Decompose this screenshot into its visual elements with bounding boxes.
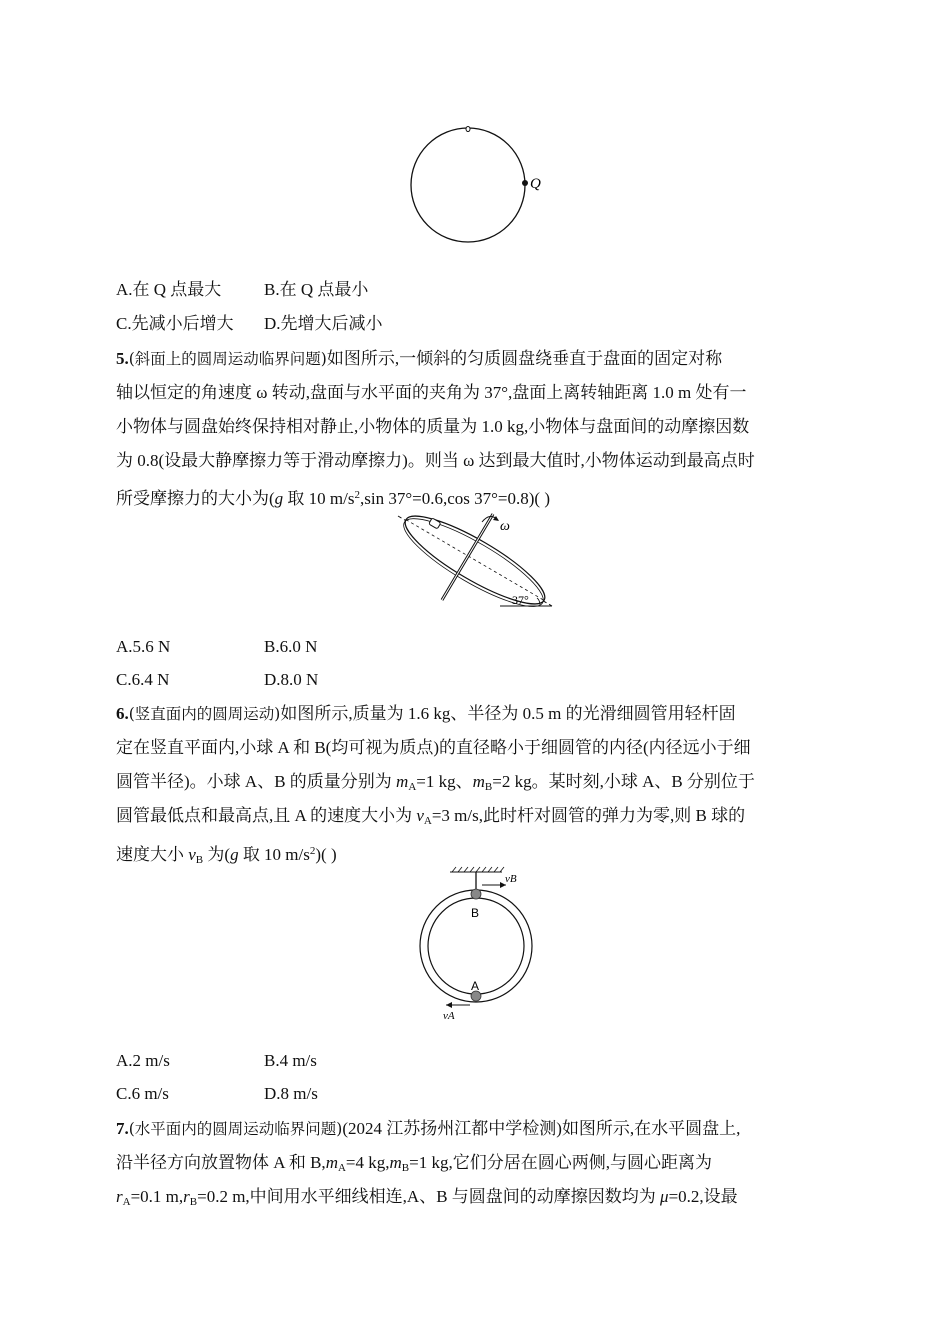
circle-path [411,128,525,242]
label-a: A [471,979,480,993]
q7-source: (2024 江苏扬州江都中学检测) [342,1119,562,1138]
q6-text-1: 如图所示,质量为 1.6 kg、半径为 0.5 m 的光滑细圆管用轻杆固 [280,704,736,723]
q6-line-4: 圆管最低点和最高点,且 A 的速度大小为 $v_A=3$ m/s,此时杆对圆管的弹力为零,则 B 球的 [116,806,746,827]
angle-label: 37° [512,593,529,607]
q6-option-b: B.4 m/s [264,1051,317,1070]
label-b: B [471,906,480,920]
ceiling-hatch [452,867,504,872]
q4-option-d: D.先增大后减小 [264,314,383,333]
q5-option-a: A.5.6 N [116,637,171,656]
q5-tag: (斜面上的圆周运动临界问题) [128,350,327,368]
q4-option-c: C.先减小后增大 [116,314,234,333]
q4-option-a: A.在 Q 点最大 [116,280,222,299]
q6-line-2: 定在竖直平面内,小球 A 和 B(均可视为质点)的直径略小于细圆管的内径(内径远小于细 [116,738,751,757]
q6-line-5: 速度大小 $v_B$ 为(g 取 10 $m/s^2$)( ) [116,845,337,866]
circle-figure-q4 [400,120,560,250]
q5-line-5: 所受摩擦力的大小为(g 取 10 $m/s^2,\sin$ 37°=0.6,cos 37°=0.8)( ) [116,489,550,508]
q6-line-3: 圆管半径)。小球 A、B 的质量分别为 $m_A=1$ kg、$m_B=2$ kg。某时刻,小球 A、B 分别位于 [116,772,755,793]
q6-tag: (竖直面内的圆周运动) [128,705,281,723]
q6-option-d: D.8 m/s [264,1084,318,1103]
q5-option-b: B.6.0 N [264,637,318,656]
tilted-disc-figure-q5 [390,510,560,610]
q6-option-c: C.6 m/s [116,1084,169,1103]
label-vb: vB [505,873,517,885]
q5-line-3: 小物体与圆盘始终保持相对静止,小物体的质量为 1.0 kg,小物体与盘面间的动摩擦因数 [116,417,750,436]
q7-tag: (水平面内的圆周运动临界问题) [128,1120,343,1138]
q4-option-b: B.在 Q 点最小 [264,280,369,299]
q6-line-1 [116,703,736,725]
label-q: Q [530,176,541,192]
ball-b [471,889,481,899]
q7-text-1: 如图所示,在水平圆盘上, [561,1119,741,1138]
omega-label: ω [500,519,510,534]
q7-line-2: 沿半径方向放置物体 A 和 $B,m_A=4$ $kg,m_B=1$ kg,它们分居在圆心两侧,与圆心距离为 [116,1153,712,1174]
point-q [522,180,528,186]
q5-line-2: 轴以恒定的角速度 ω 转动,盘面与水平面的夹角为 37°,盘面上离转轴距离 1.0 m 处有一 [116,383,747,402]
q5-number: 5. [116,349,129,368]
q6-option-a: A.2 m/s [116,1051,170,1070]
q5-text-1: 如图所示,一倾斜的匀质圆盘绕垂直于盘面的固定对称 [326,349,723,368]
q7-number: 7. [116,1119,129,1138]
q5-line-1 [116,348,722,370]
q7-line-3: $r_A=0.1$ $m,r_B=0.2$ m,中间用水平细线相连,A、B 与圆盘间的动摩擦因数均为 μ=0.2,设最 [116,1187,738,1208]
small-ring-top [466,127,470,132]
q5-option-d: D.8.0 N [264,670,319,689]
q7-line-1 [116,1118,740,1140]
q5-option-c: C.6.4 N [116,670,170,689]
q6-number: 6. [116,704,129,723]
q5-line-4: 为 0.8(设最大静摩擦力等于滑动摩擦力)。则当 ω 达到最大值时,小物体运动到最高点时 [116,451,755,470]
circular-tube-figure-q6 [410,866,550,1030]
label-va: vA [443,1010,455,1022]
